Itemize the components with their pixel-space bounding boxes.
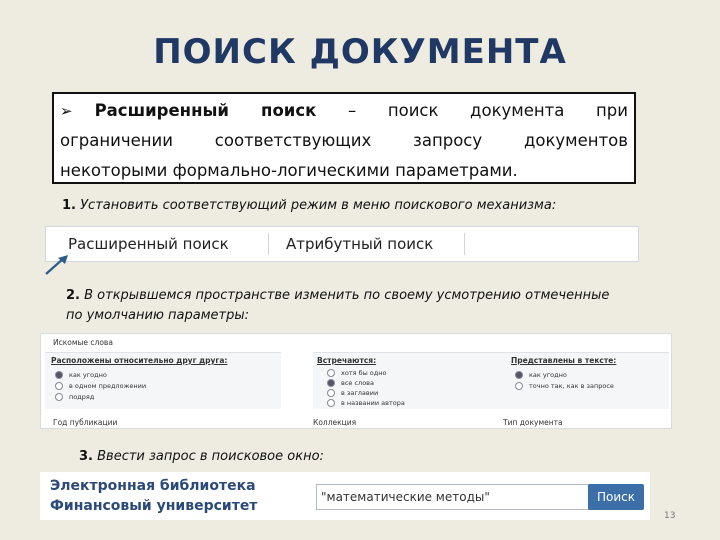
radio-button-icon[interactable]	[515, 382, 523, 390]
step-2-text: В открывшемся пространстве изменить по своему усмотрению отмеченные по умолчанию параметры:	[66, 288, 610, 323]
radio-button-icon[interactable]	[55, 371, 63, 379]
param-group-position	[45, 352, 281, 409]
param-group-text	[503, 352, 669, 409]
library-name: Электронная библиотека	[50, 478, 256, 494]
option-in-author[interactable]	[327, 399, 405, 407]
option-label: в названии автора	[341, 399, 405, 407]
definition-term: Расширенный поиск	[94, 101, 317, 120]
param-group-header: Расположены относительно друг друга:	[51, 356, 228, 365]
step-3-text: Ввести запрос в поисковое окно:	[97, 449, 324, 464]
definition-line-2: ограничении соответствующих запросу документов	[60, 131, 628, 150]
option-one-sentence[interactable]	[55, 382, 146, 390]
radio-button-icon[interactable]	[327, 379, 335, 387]
option-any[interactable]	[55, 371, 107, 379]
tab-divider	[268, 233, 269, 255]
param-group-occurrence	[313, 352, 503, 409]
option-label: точно так, как в запросе	[529, 382, 614, 390]
option-label: все слова	[341, 379, 374, 387]
definition-line-1-rest: поиск документа при	[387, 101, 628, 120]
definition-line-1	[60, 96, 628, 126]
step-2	[66, 286, 626, 326]
tab-divider	[464, 233, 465, 255]
radio-button-icon[interactable]	[327, 399, 335, 407]
radio-button-icon[interactable]	[327, 369, 335, 377]
option-label: подряд	[69, 393, 95, 401]
option-label: как угодно	[69, 371, 107, 379]
collection-label: Коллекция	[313, 418, 357, 427]
page-number: 13	[664, 511, 676, 521]
radio-button-icon[interactable]	[515, 371, 523, 379]
step-1-number: 1.	[62, 198, 76, 213]
option-label: хотя бы одно	[341, 369, 387, 377]
search-words-label: Искомые слова	[53, 338, 113, 347]
option-all-words[interactable]	[327, 379, 374, 387]
option-label: в заглавии	[341, 389, 379, 397]
library-search-bar	[40, 472, 650, 520]
step-2-number: 2.	[66, 288, 80, 303]
search-input[interactable]: "математические методы"	[316, 484, 614, 510]
search-parameters-panel	[40, 333, 672, 429]
radio-button-icon[interactable]	[327, 389, 335, 397]
param-group-header: Встречаются:	[317, 356, 377, 365]
search-mode-tabs	[45, 226, 639, 262]
step-1	[62, 198, 556, 213]
pointer-arrow-icon	[40, 252, 74, 278]
arrow-bullet-icon: ➢	[60, 102, 73, 120]
university-name: Финансовый университет	[50, 498, 258, 514]
option-at-least-one[interactable]	[327, 369, 387, 377]
option-text-any[interactable]	[515, 371, 567, 379]
slide-title: ПОИСК ДОКУМЕНТА	[153, 32, 567, 72]
option-in-title[interactable]	[327, 389, 378, 397]
radio-button-icon[interactable]	[55, 382, 63, 390]
tab-advanced-search[interactable]: Расширенный поиск	[68, 235, 229, 253]
definition-line-3: некоторыми формально-логическими параметрами.	[60, 161, 518, 180]
document-type-label: Тип документа	[503, 418, 563, 427]
param-group-header: Представлены в тексте:	[511, 356, 617, 365]
definition-box	[52, 92, 636, 184]
search-button[interactable]: Поиск	[588, 484, 644, 510]
option-in-a-row[interactable]	[55, 393, 94, 401]
radio-button-icon[interactable]	[55, 393, 63, 401]
option-label: в одном предложении	[69, 382, 147, 390]
step-1-text: Установить соответствующий режим в меню поискового механизма:	[80, 198, 557, 213]
tab-attribute-search[interactable]: Атрибутный поиск	[286, 235, 434, 253]
step-3	[79, 449, 324, 464]
option-label: как угодно	[529, 371, 567, 379]
publication-year-label: Год публикации	[53, 418, 118, 427]
option-exact[interactable]	[515, 382, 614, 390]
step-3-number: 3.	[79, 449, 93, 464]
definition-dash: –	[347, 101, 357, 120]
